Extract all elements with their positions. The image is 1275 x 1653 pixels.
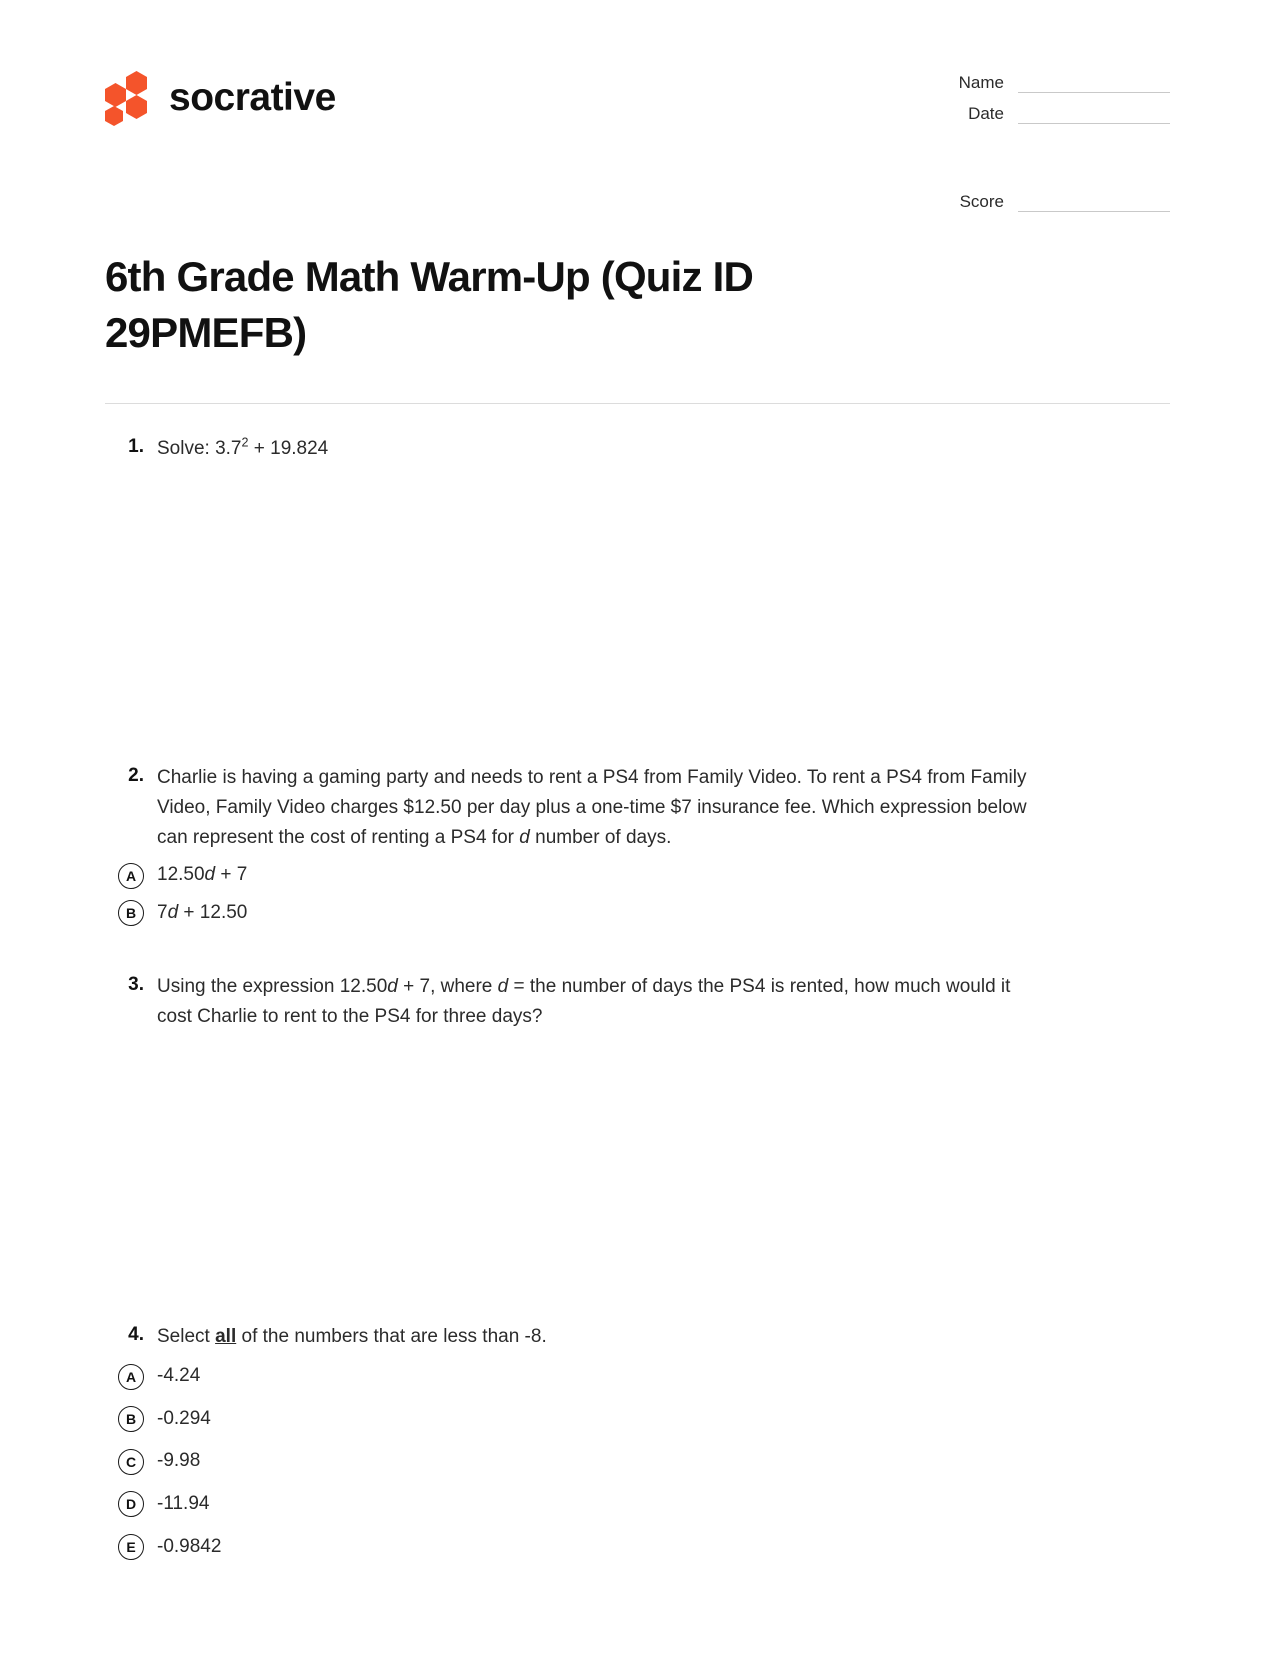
variable-d: d bbox=[167, 901, 179, 923]
hexagon-shape bbox=[126, 71, 147, 95]
option-letter-b[interactable]: B bbox=[118, 900, 144, 926]
option-text-part: + 12.50 bbox=[178, 901, 248, 923]
question-line: number of days. bbox=[529, 826, 672, 848]
option-letter-b[interactable]: B bbox=[118, 1406, 144, 1432]
answer-work-space[interactable] bbox=[105, 463, 1170, 763]
option-row[interactable] bbox=[105, 1406, 1170, 1433]
question-text-part: + 19.824 bbox=[248, 437, 329, 459]
question-item bbox=[105, 763, 1170, 852]
option-row[interactable] bbox=[105, 900, 1170, 927]
option-text-part: + 7 bbox=[215, 864, 248, 886]
answer-options bbox=[105, 1363, 1170, 1560]
student-meta-fields bbox=[932, 55, 1170, 223]
page-title: 6th Grade Math Warm-Up (Quiz ID 29PMEFB) bbox=[105, 253, 754, 356]
question-line: Charlie is having a gaming party and needs to rent a PS4 from Family Video. To rent a PS4 bbox=[157, 767, 922, 789]
question-text-part: of the numbers that are less than -8. bbox=[236, 1325, 547, 1347]
socrative-hexagon-icon bbox=[105, 71, 153, 123]
variable-d: d bbox=[387, 976, 398, 998]
option-text: -11.94 bbox=[157, 1493, 210, 1515]
question-text-part: Solve: 3.7 bbox=[157, 437, 242, 459]
question-text-part: Select bbox=[157, 1325, 216, 1347]
option-letter-a[interactable]: A bbox=[118, 863, 144, 889]
title-block bbox=[105, 249, 835, 361]
option-text bbox=[157, 900, 247, 927]
option-row[interactable] bbox=[105, 1534, 1170, 1561]
option-text: -0.9842 bbox=[157, 1535, 222, 1557]
hexagon-shape bbox=[105, 106, 123, 126]
question-text bbox=[157, 763, 1027, 852]
variable-d: d bbox=[204, 864, 216, 886]
questions-list bbox=[105, 404, 1170, 1561]
score-write-line[interactable] bbox=[1018, 195, 1170, 212]
question-line: from Family Video, Family Video charges $12.50 per day plus a one-time $7 insurance fee. bbox=[157, 767, 1027, 818]
option-letter-d[interactable]: D bbox=[118, 1491, 144, 1517]
option-letter-a[interactable]: A bbox=[118, 1364, 144, 1390]
question-text bbox=[157, 972, 1027, 1031]
question-item bbox=[105, 972, 1170, 1031]
hexagon-shape bbox=[105, 83, 126, 107]
exponent: 2 bbox=[241, 435, 249, 450]
date-write-line[interactable] bbox=[1018, 107, 1170, 124]
question-number: 4. bbox=[128, 1323, 144, 1345]
page-header bbox=[105, 55, 1170, 223]
answer-work-space[interactable] bbox=[105, 1032, 1170, 1322]
date-label: Date bbox=[968, 104, 1004, 123]
question-text bbox=[157, 1322, 1170, 1352]
option-row[interactable] bbox=[105, 1363, 1170, 1390]
answer-options bbox=[105, 862, 1170, 926]
brand-name: socrative bbox=[169, 75, 336, 119]
question-text bbox=[157, 434, 1170, 464]
option-text-part: 7 bbox=[157, 901, 168, 923]
option-row[interactable] bbox=[105, 1491, 1170, 1518]
date-field-row bbox=[932, 104, 1170, 124]
question-item bbox=[105, 1322, 1170, 1352]
question-text-part: Using the expression 12.50 bbox=[157, 976, 388, 998]
option-text: -4.24 bbox=[157, 1365, 201, 1387]
option-text bbox=[157, 862, 247, 889]
score-label: Score bbox=[959, 192, 1004, 211]
variable-d: d bbox=[519, 826, 530, 848]
name-field-row bbox=[932, 73, 1170, 93]
question-line: Which expression below can represent the cost of renting a PS4 for bbox=[157, 796, 1027, 848]
option-row[interactable] bbox=[105, 1448, 1170, 1475]
option-row[interactable] bbox=[105, 862, 1170, 889]
question-item bbox=[105, 434, 1170, 464]
option-letter-c[interactable]: C bbox=[118, 1449, 144, 1475]
emphasis-all: all bbox=[215, 1325, 237, 1347]
option-text: -0.294 bbox=[157, 1407, 211, 1429]
hexagon-shape bbox=[126, 95, 147, 119]
score-field-row bbox=[932, 192, 1170, 212]
brand-logo bbox=[105, 55, 336, 123]
option-letter-e[interactable]: E bbox=[118, 1534, 144, 1560]
name-label: Name bbox=[958, 73, 1004, 92]
question-text-part: = the number of days the PS4 is rented, how much would it cost Charlie to rent to the PS4 for three days? bbox=[157, 976, 1011, 1028]
question-number: 1. bbox=[128, 435, 144, 457]
question-number: 3. bbox=[128, 974, 144, 996]
question-text-part: + 7, where bbox=[397, 976, 498, 998]
option-text: -9.98 bbox=[157, 1450, 201, 1472]
option-text-part: 12.50 bbox=[157, 864, 205, 886]
name-write-line[interactable] bbox=[1018, 76, 1170, 93]
variable-d: d bbox=[497, 976, 509, 998]
question-number: 2. bbox=[128, 765, 144, 787]
